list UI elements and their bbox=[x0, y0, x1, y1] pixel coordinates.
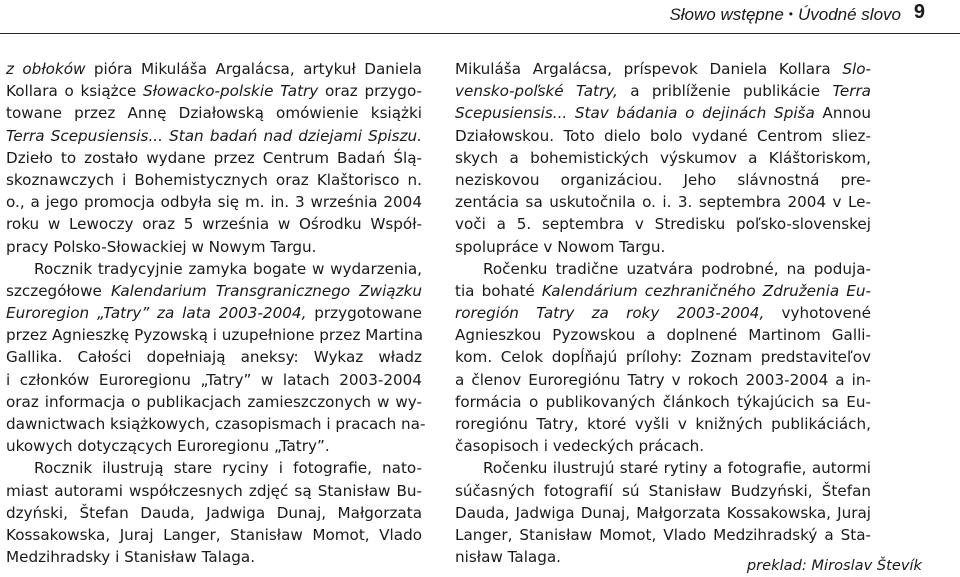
text-line bbox=[6, 258, 422, 280]
text-line bbox=[6, 546, 422, 568]
text-run: Kollara o książce bbox=[6, 82, 144, 101]
text-line bbox=[6, 346, 422, 368]
text-line bbox=[455, 125, 871, 147]
italic-text: Słowacko-polskie Tatry bbox=[143, 82, 319, 101]
text-run: a priblíženie publikácie bbox=[617, 82, 833, 101]
text-line bbox=[6, 324, 422, 346]
text-run: skych a bohemistických výskumov a Kláštoriskom, bbox=[455, 148, 871, 167]
text-run: roku w Lewoczy oraz 5 września w Ośrodku Współ- bbox=[6, 215, 422, 234]
text-run: voči a 5. septembra v Stredisku poľsko-slovenskej bbox=[455, 215, 871, 234]
page-number: 9 bbox=[913, 1, 925, 23]
text-line bbox=[6, 302, 422, 324]
italic-text: z obłoków bbox=[6, 60, 86, 78]
text-line bbox=[455, 191, 871, 213]
text-line bbox=[455, 391, 871, 413]
text-run: przez Agnieszkę Pyzowską i uzupełnione przez Martina bbox=[6, 326, 424, 345]
text-run: tia bohaté bbox=[455, 281, 542, 300]
text-run: Agnieszkou Pyzowskou a doplnené Martinom Galli- bbox=[455, 326, 871, 345]
text-run: Działowskou. Toto dielo bolo vydané Centrom sliez- bbox=[455, 126, 871, 145]
text-run: Rocznik tradycyjnie zamyka bogate w wydarzenia, bbox=[34, 259, 422, 278]
text-line bbox=[455, 258, 871, 280]
text-line bbox=[6, 280, 422, 302]
text-line bbox=[455, 147, 871, 169]
text-run: Ročenku tradične uzatvára podrobné, na poduja- bbox=[483, 259, 871, 278]
text-line bbox=[6, 125, 422, 147]
text-run: Kossakowska, Juraj Langer, Stanisław Momot, Vlado bbox=[6, 525, 422, 544]
text-line bbox=[6, 80, 422, 102]
italic-text: Euroregion „Tatry” za lata 2003-2004, bbox=[6, 304, 307, 323]
italic-text: Scepusiensis... Stav bádania o dejinách Spiša bbox=[455, 104, 815, 123]
text-run: Mikuláša Argalácsa, príspevok Daniela Kollara bbox=[455, 60, 843, 78]
text-run: a členov Euroregiónu Tatry v rokoch 2003-2004 a in- bbox=[455, 370, 871, 389]
text-run: formácia o publikovaných článkoch týkajúcich sa Eu- bbox=[455, 392, 871, 411]
text-line bbox=[455, 413, 871, 435]
text-line bbox=[455, 369, 871, 391]
text-line bbox=[6, 102, 422, 124]
text-line bbox=[455, 102, 871, 124]
text-line bbox=[455, 324, 871, 346]
italic-text: Terra bbox=[832, 82, 871, 101]
header-title-slovak: Úvodné slovo bbox=[797, 5, 901, 24]
text-run: zentácia sa uskutočnila o. i. 3. septembra 2004 v Le- bbox=[455, 193, 871, 212]
text-line bbox=[6, 58, 422, 80]
text-line bbox=[6, 457, 422, 479]
text-run: roregiónu Tatry, ktoré vyšli v knižných publikáciách, bbox=[455, 415, 871, 433]
text-run: oraz informacja o publikacjach zamieszczonych w wy- bbox=[6, 392, 422, 411]
text-run: súčasných fotografií sú Stanisław Budzyński, Štefan bbox=[455, 481, 871, 500]
text-run: Dauda, Jadwiga Dunaj, Małgorzata Kossakowska, Juraj bbox=[455, 503, 871, 522]
text-line bbox=[6, 169, 422, 191]
text-run: ukowych dotyczących Euroregionu „Tatry”. bbox=[6, 437, 330, 456]
header-title-polish: Słowo wstępne bbox=[669, 5, 784, 24]
text-line bbox=[6, 191, 422, 213]
text-run: skoznawczych i Bohemistycznych oraz Klaštorisco n. bbox=[6, 170, 422, 189]
text-line bbox=[6, 147, 422, 169]
text-run: i członków Euroregionu „Tatry” w latach 2003-2004 bbox=[6, 370, 422, 389]
text-run: neziskovou organizáciou. Jeho slávnostná pre- bbox=[455, 170, 871, 189]
text-line bbox=[6, 213, 422, 235]
header-rule bbox=[0, 33, 960, 34]
text-run: dawnictwach książkowych, czasopismach i pracach na- bbox=[6, 415, 426, 433]
text-run: dzyński, Štefan Dauda, Jadwiga Dunaj, Małgorzata bbox=[6, 503, 422, 522]
text-run: kom. Celok dopĺňajú prílohy: Zoznam predstaviteľov bbox=[455, 348, 871, 367]
text-run: Langer, Stanisław Momot, Vlado Medzihradský a Sta- bbox=[455, 525, 871, 544]
text-line bbox=[455, 58, 871, 80]
text-run: miast autorami współczesnych zdjęć są Stanisław Bu- bbox=[6, 481, 422, 500]
text-run: Ročenku ilustrujú staré rytiny a fotografie, autormi bbox=[483, 459, 871, 478]
text-line bbox=[6, 480, 422, 502]
italic-text: Kalendárium cezhraničného Združenia Eu- bbox=[541, 281, 871, 300]
text-line bbox=[6, 502, 422, 524]
text-line bbox=[455, 457, 871, 479]
text-run: o., a jego promocja odbyła się m. in. 3 września 2004 bbox=[6, 193, 422, 212]
text-run: towane przez Annę Działowską omówienie książki bbox=[6, 104, 422, 123]
slovak-text-column bbox=[455, 58, 871, 568]
running-header bbox=[0, 0, 960, 38]
text-line bbox=[455, 236, 871, 258]
text-line bbox=[6, 435, 422, 457]
text-run: pracy Polsko-Słowackiej w Nowym Targu. bbox=[6, 237, 317, 256]
text-line bbox=[6, 413, 426, 435]
translator-credit: preklad: Miroslav Števík bbox=[746, 557, 922, 574]
italic-text: roregión Tatry za roky 2003-2004, bbox=[455, 304, 765, 323]
text-line bbox=[455, 80, 871, 102]
text-run: časopisoch i vedeckých prácach. bbox=[455, 437, 705, 456]
text-line bbox=[455, 280, 871, 302]
text-run: szczegółowe bbox=[6, 281, 111, 300]
text-run: pióra Mikuláša Argalácsa, artykuł Daniela bbox=[85, 60, 422, 78]
text-run: vyhotovené bbox=[764, 304, 871, 323]
text-line bbox=[455, 346, 871, 368]
text-line bbox=[6, 236, 422, 258]
text-run: Gallika. Całości dopełniają aneksy: Wykaz władz bbox=[6, 348, 422, 367]
text-line bbox=[455, 524, 871, 546]
text-run: Annou bbox=[814, 104, 871, 123]
text-run: Rocznik ilustrują stare ryciny i fotografie, nato- bbox=[34, 459, 422, 478]
text-line bbox=[455, 169, 871, 191]
text-run: Medzihradsky i Stanisław Talaga. bbox=[6, 548, 256, 567]
text-line bbox=[455, 302, 871, 324]
text-line bbox=[6, 391, 422, 413]
text-run: spolupráce v Nowom Targu. bbox=[455, 237, 666, 256]
italic-text: Kalendarium Transgranicznego Związku bbox=[110, 281, 423, 300]
italic-text: vensko-poľské Tatry, bbox=[455, 82, 618, 101]
text-line bbox=[455, 480, 871, 502]
text-line bbox=[6, 524, 422, 546]
text-line bbox=[455, 435, 871, 457]
text-run: nisław Talaga. bbox=[455, 548, 561, 567]
polish-text-column bbox=[6, 58, 426, 568]
text-line bbox=[455, 213, 871, 235]
text-run: przygotowane bbox=[306, 304, 422, 323]
text-line bbox=[455, 502, 871, 524]
header-titles bbox=[669, 5, 901, 25]
text-run: oraz przygo- bbox=[318, 82, 423, 101]
header-separator: • bbox=[788, 7, 793, 21]
text-line bbox=[6, 369, 422, 391]
italic-text: Slo- bbox=[842, 60, 871, 78]
italic-text: Terra Scepusiensis... Stan badań nad dziejami Spiszu. bbox=[6, 126, 422, 145]
text-run: Dzieło to zostało wydane przez Centrum Badań Ślą- bbox=[6, 148, 422, 167]
